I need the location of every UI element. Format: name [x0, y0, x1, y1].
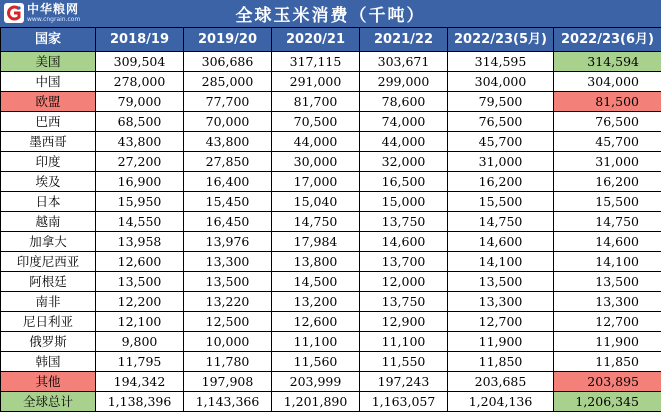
value-cell: 11,780 — [184, 352, 272, 372]
value-cell: 13,300 — [184, 252, 272, 272]
value-cell: 285,000 — [184, 72, 272, 92]
value-cell: 11,900 — [554, 332, 661, 352]
value-cell: 13,300 — [448, 292, 554, 312]
value-cell: 15,500 — [554, 192, 661, 212]
value-cell: 43,800 — [96, 132, 184, 152]
value-cell: 13,800 — [272, 252, 360, 272]
value-cell: 14,600 — [448, 232, 554, 252]
value-cell: 16,500 — [360, 172, 448, 192]
value-cell: 11,850 — [448, 352, 554, 372]
table-row — [1, 232, 661, 252]
country-cell: 加拿大 — [1, 232, 96, 252]
value-cell: 16,400 — [184, 172, 272, 192]
value-cell: 13,976 — [184, 232, 272, 252]
value-cell: 203,999 — [272, 372, 360, 392]
value-cell: 15,000 — [360, 192, 448, 212]
table-row — [1, 312, 661, 332]
value-cell: 81,700 — [272, 92, 360, 112]
table-row — [1, 392, 661, 412]
country-cell: 印度 — [1, 152, 96, 172]
value-cell: 13,750 — [360, 212, 448, 232]
value-cell: 30,000 — [272, 152, 360, 172]
country-cell: 尼日利亚 — [1, 312, 96, 332]
value-cell: 17,984 — [272, 232, 360, 252]
logo-name: 中华粮网 — [27, 2, 80, 16]
country-cell: 埃及 — [1, 172, 96, 192]
value-cell: 77,700 — [184, 92, 272, 112]
value-cell: 14,600 — [554, 232, 661, 252]
table-row — [1, 52, 661, 72]
value-cell: 45,700 — [448, 132, 554, 152]
column-header: 国家 — [1, 28, 96, 52]
value-cell: 11,560 — [272, 352, 360, 372]
value-cell: 12,500 — [184, 312, 272, 332]
value-cell: 13,300 — [554, 292, 661, 312]
value-cell: 1,143,366 — [184, 392, 272, 412]
value-cell: 314,594 — [554, 52, 661, 72]
value-cell: 278,000 — [96, 72, 184, 92]
value-cell: 309,504 — [96, 52, 184, 72]
value-cell: 1,201,890 — [272, 392, 360, 412]
column-header: 2022/23(5月) — [448, 28, 554, 52]
table-row — [1, 252, 661, 272]
value-cell: 194,342 — [96, 372, 184, 392]
value-cell: 15,950 — [96, 192, 184, 212]
value-cell: 13,500 — [448, 272, 554, 292]
column-header: 2022/23(6月) — [554, 28, 661, 52]
value-cell: 17,000 — [272, 172, 360, 192]
value-cell: 27,200 — [96, 152, 184, 172]
value-cell: 314,595 — [448, 52, 554, 72]
table-row — [1, 372, 661, 392]
value-cell: 1,204,136 — [448, 392, 554, 412]
table-row — [1, 212, 661, 232]
country-cell: 印度尼西亚 — [1, 252, 96, 272]
value-cell: 13,750 — [360, 292, 448, 312]
value-cell: 1,206,345 — [554, 392, 661, 412]
value-cell: 203,685 — [448, 372, 554, 392]
value-cell: 81,500 — [554, 92, 661, 112]
consumption-table — [0, 27, 661, 412]
value-cell: 11,550 — [360, 352, 448, 372]
table-row — [1, 192, 661, 212]
column-header: 2019/20 — [184, 28, 272, 52]
column-header: 2018/19 — [96, 28, 184, 52]
value-cell: 299,000 — [360, 72, 448, 92]
header-row — [1, 28, 661, 52]
table-body — [1, 52, 661, 412]
value-cell: 14,750 — [554, 212, 661, 232]
value-cell: 14,600 — [360, 232, 448, 252]
country-cell: 中国 — [1, 72, 96, 92]
value-cell: 12,000 — [360, 272, 448, 292]
logo-mark-icon — [4, 3, 24, 23]
table-row — [1, 72, 661, 92]
value-cell: 13,700 — [360, 252, 448, 272]
table-row — [1, 112, 661, 132]
value-cell: 12,700 — [448, 312, 554, 332]
country-cell: 巴西 — [1, 112, 96, 132]
logo-url: www.cngrain.com — [27, 16, 81, 23]
value-cell: 13,958 — [96, 232, 184, 252]
value-cell: 31,000 — [554, 152, 661, 172]
value-cell: 14,500 — [272, 272, 360, 292]
table-row — [1, 152, 661, 172]
value-cell: 304,000 — [554, 72, 661, 92]
value-cell: 197,908 — [184, 372, 272, 392]
value-cell: 13,220 — [184, 292, 272, 312]
value-cell: 16,200 — [448, 172, 554, 192]
value-cell: 31,000 — [448, 152, 554, 172]
table-row — [1, 352, 661, 372]
table-row — [1, 132, 661, 152]
value-cell: 78,600 — [360, 92, 448, 112]
value-cell: 70,000 — [184, 112, 272, 132]
value-cell: 16,200 — [554, 172, 661, 192]
value-cell: 45,700 — [554, 132, 661, 152]
value-cell: 16,900 — [96, 172, 184, 192]
table-row — [1, 92, 661, 112]
value-cell: 32,000 — [360, 152, 448, 172]
value-cell: 15,040 — [272, 192, 360, 212]
value-cell: 203,895 — [554, 372, 661, 392]
country-cell: 日本 — [1, 192, 96, 212]
value-cell: 74,000 — [360, 112, 448, 132]
title-bar — [0, 0, 661, 27]
country-cell: 全球总计 — [1, 392, 96, 412]
country-cell: 其他 — [1, 372, 96, 392]
value-cell: 12,700 — [554, 312, 661, 332]
country-cell: 阿根廷 — [1, 272, 96, 292]
column-header: 2021/22 — [360, 28, 448, 52]
value-cell: 12,900 — [360, 312, 448, 332]
column-header: 2020/21 — [272, 28, 360, 52]
value-cell: 14,100 — [554, 252, 661, 272]
value-cell: 76,500 — [554, 112, 661, 132]
country-cell: 美国 — [1, 52, 96, 72]
value-cell: 43,800 — [184, 132, 272, 152]
value-cell: 13,500 — [96, 272, 184, 292]
value-cell: 306,686 — [184, 52, 272, 72]
country-cell: 墨西哥 — [1, 132, 96, 152]
value-cell: 13,200 — [272, 292, 360, 312]
country-cell: 俄罗斯 — [1, 332, 96, 352]
value-cell: 12,100 — [96, 312, 184, 332]
value-cell: 10,000 — [184, 332, 272, 352]
value-cell: 76,500 — [448, 112, 554, 132]
value-cell: 12,200 — [96, 292, 184, 312]
value-cell: 11,850 — [554, 352, 661, 372]
value-cell: 13,500 — [554, 272, 661, 292]
value-cell: 12,600 — [272, 312, 360, 332]
value-cell: 44,000 — [360, 132, 448, 152]
value-cell: 197,243 — [360, 372, 448, 392]
value-cell: 1,138,396 — [96, 392, 184, 412]
country-cell: 欧盟 — [1, 92, 96, 112]
value-cell: 15,500 — [448, 192, 554, 212]
value-cell: 70,500 — [272, 112, 360, 132]
value-cell: 14,750 — [272, 212, 360, 232]
value-cell: 44,000 — [272, 132, 360, 152]
logo — [4, 3, 80, 24]
value-cell: 68,500 — [96, 112, 184, 132]
value-cell: 11,900 — [448, 332, 554, 352]
value-cell: 11,795 — [96, 352, 184, 372]
table-row — [1, 172, 661, 192]
table-row — [1, 272, 661, 292]
page-title: 全球玉米消费（千吨） — [235, 6, 426, 26]
country-cell: 南非 — [1, 292, 96, 312]
value-cell: 11,100 — [272, 332, 360, 352]
value-cell: 304,000 — [448, 72, 554, 92]
value-cell: 79,500 — [448, 92, 554, 112]
value-cell: 291,000 — [272, 72, 360, 92]
value-cell: 12,600 — [96, 252, 184, 272]
table-row — [1, 292, 661, 312]
value-cell: 303,671 — [360, 52, 448, 72]
value-cell: 79,000 — [96, 92, 184, 112]
value-cell: 13,500 — [184, 272, 272, 292]
value-cell: 317,115 — [272, 52, 360, 72]
value-cell: 1,163,057 — [360, 392, 448, 412]
country-cell: 韩国 — [1, 352, 96, 372]
value-cell: 14,750 — [448, 212, 554, 232]
value-cell: 14,100 — [448, 252, 554, 272]
country-cell: 越南 — [1, 212, 96, 232]
value-cell: 14,550 — [96, 212, 184, 232]
value-cell: 16,450 — [184, 212, 272, 232]
value-cell: 9,800 — [96, 332, 184, 352]
table-row — [1, 332, 661, 352]
value-cell: 27,850 — [184, 152, 272, 172]
value-cell: 11,100 — [360, 332, 448, 352]
value-cell: 15,450 — [184, 192, 272, 212]
